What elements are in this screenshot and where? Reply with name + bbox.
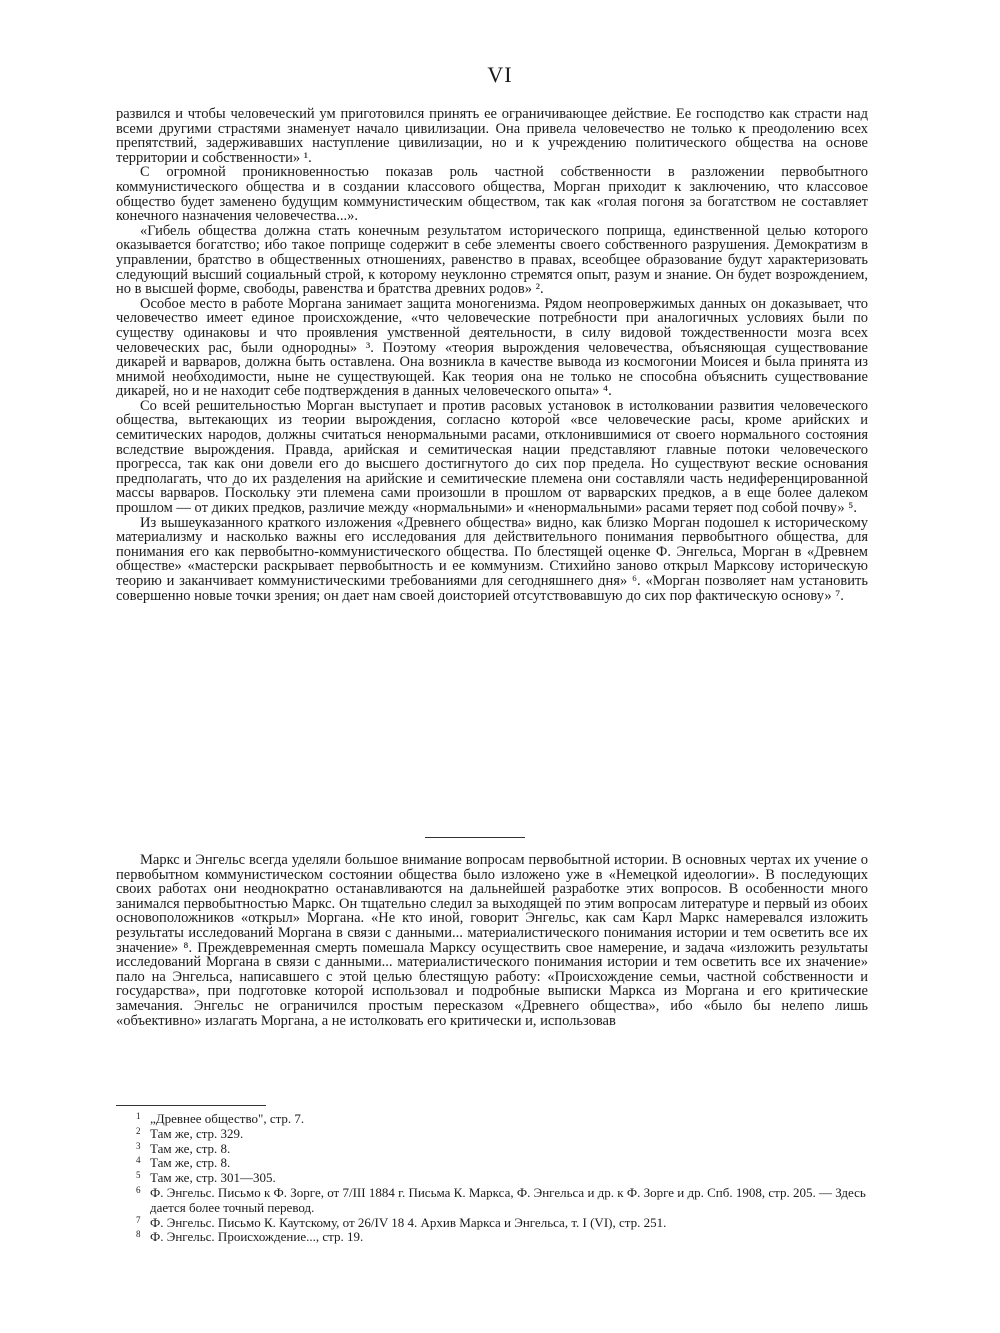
paragraph: Маркс и Энгельс всегда уделяли большое внимание вопросам первобытной истории. В основных чертах их учение о первобытном коммунистическом состоянии общества было изложено уже в «Немецкой идеологии». В последующих своих работах они неоднократно останавливаются на дальнейшей разработке этих вопросов. В особенности много занимался первобытностью Маркс. Он тщательно следил за выходящей по этим вопросам литературе и первый из обоих основоположников «открыл» Моргана. «Не кто иной, говорит Энгельс, как сам Карл Маркс намеревался изложить результаты исследований Моргана в связи с данными... материалистического понимания истории и тем осветить все их значение» ⁸. Преждевременная смерть помешала Марксу осуществить свое намерение, и задача «изложить результаты исследований Моргана в связи с данными... материалистического понимания истории и тем осветить все их значение» пало на Энгельса, написавшего с этой целью блестящую работу: «Происхождение семьи, частной собственности и государства», при подготовке которой использовал и подробные выписки Маркса из Моргана и его критические замечания. Энгельс не ограничился простым пересказом «Древнего общества», ибо «было бы нелепо лишь «объективно» излагать Моргана, а не истолковать его критически и, использовав xyxy=(116,852,868,1029)
footnote-text: Ф. Энгельс. Письмо К. Каутскому, от 26/IV 18 4. Архив Маркса и Энгельса, т. I (VI), стр. 251. xyxy=(150,1214,667,1230)
footnote-text: Там же, стр. 8. xyxy=(150,1155,231,1171)
footnote-text: Там же, стр. 329. xyxy=(150,1125,244,1141)
paragraph: Со всей решительностью Морган выступает и против расовых установок в истолковании развития человеческого общества, вытекающих из теории вырождения, согласно которой «все человеческие расы, кроме арийских и семитических народов, должны считаться ненормальными расами, отклонившимися от своего нормального состояния вследствие вырождения. Правда, арийская и семитическая нации представляют главные потоки человеческого прогресса, так как они довели его до высшего достигнутого до сих пор предела. Но существуют веские основания предполагать, что до их разделения на арийские и семитические племена они составляли часть недиференцированной массы варваров. Поскольку эти племена сами произошли в прошлом от варварских предков, а в еще более далеком прошлом — от диких предков, различие между «нормальными» и «ненормальными» расами теряет под собой почву» ⁵. xyxy=(116,397,868,517)
main-text-top xyxy=(116,107,868,603)
footnote-number: 4 xyxy=(136,1155,141,1166)
footnotes xyxy=(116,1112,868,1245)
main-text-bottom xyxy=(116,853,868,1028)
footnote-number: 3 xyxy=(136,1140,141,1151)
footnote xyxy=(116,1216,868,1231)
footnote-number: 6 xyxy=(136,1184,141,1195)
footnote-number: 8 xyxy=(136,1229,141,1240)
footnote xyxy=(116,1171,868,1186)
footnote-number: 5 xyxy=(136,1170,141,1181)
footnote-text: Ф. Энгельс. Письмо к Ф. Зорге, от 7/III 1884 г. Письма К. Маркса, Ф. Энгельса и др. к Ф. Зорге и др. Спб. 1908, стр. 205. — Здесь дается более точный перевод. xyxy=(150,1184,866,1215)
footnote-rule xyxy=(116,1105,266,1106)
section-divider xyxy=(425,837,525,838)
footnote-number: 1 xyxy=(136,1111,141,1121)
paragraph: С огромной проникновенностью показав роль частной собственности в разложении первобытного коммунистического общества и в создании классового общества, Морган приходит к заключению, что классовое общество будет заменено будущим коммунистическим обществом, так как «голая погоня за богатством не составляет конечного назначения человечества...». xyxy=(116,164,868,225)
footnote-number: 2 xyxy=(136,1125,141,1136)
footnote-text: „Древнее общество", стр. 7. xyxy=(150,1111,305,1126)
footnote-number: 7 xyxy=(136,1214,141,1225)
paragraph: развился и чтобы человеческий ум приготовился принять ее ограничивающее действие. Ее господство как страсти над всеми другими страстями знаменует начало цивилизации. Она привела человечество не только к преодолению всех препятствий, задерживавших наступление цивилизации, но и к учреждению политического общества на основе территории и собственности» ¹. xyxy=(116,106,868,166)
footnote-text: Там же, стр. 8. xyxy=(150,1140,231,1156)
paragraph: «Гибель общества должна стать конечным результатом исторического поприща, единственной целью которого оказывается богатство; ибо такое поприще содержит в себе элементы своего собственного разрушения. Демократизм в управлении, братство в общественных отношениях, равенство в правах, всеобщее образование будут характеризовать следующий высший социальный строй, к которому неуклонно стремятся опыт, разум и знание. Он будет возрождением, но в высшей форме, свободы, равенства и братства древних родов» ². xyxy=(116,222,868,298)
paragraph: Из вышеуказанного краткого изложения «Древнего общества» видно, как близко Морган подошел к историческому материализму и насколько важны его исследования для действительного понимания первобытного общества, для понимания его как первобытно-коммунистического общества. По блестящей оценке Ф. Энгельса, Морган в «Древнем обществе» «мастерски раскрывает первобытность и ее коммунизм. Стихийно заново открыл Марксову историческую теорию и заканчивает коммунистическими требованиями для сегодняшнего дня» ⁶. «Морган позволяет нам установить совершенно новые точки зрения; он дает нам своей доисторией отсутствовавшую до сих пор фактическую основу» ⁷. xyxy=(116,514,868,604)
footnote xyxy=(116,1112,868,1127)
footnote xyxy=(116,1127,868,1142)
footnote-text: Там же, стр. 301—305. xyxy=(150,1170,276,1186)
footnote xyxy=(116,1156,868,1171)
footnote xyxy=(116,1186,868,1216)
footnote-text: Ф. Энгельс. Происхождение..., стр. 19. xyxy=(150,1229,364,1245)
footnote xyxy=(116,1230,868,1245)
paragraph: Особое место в работе Моргана занимает защита моногенизма. Рядом неопровержимых данных он доказывает, что человечество имеет единое происхождение, «что человеческие потребности при аналогичных условиях были по существу одинаковы и что проявления умственной деятельности, в силу видовой тождественности мозга всех человеческих рас, были однородны» ³. Поэтому «теория вырождения человечества, объясняющая существование дикарей и варваров, должна быть оставлена. Она возникла в качестве вывода из космогонии Моисея и была принята из мнимой необходимости, ныне не существующей. Как теория она не только не способна объяснить существование дикарей, но и не находит себе подтверждения в данных человеческого опыта» ⁴. xyxy=(116,295,868,400)
page-number: VI xyxy=(487,62,513,87)
footnote xyxy=(116,1142,868,1157)
